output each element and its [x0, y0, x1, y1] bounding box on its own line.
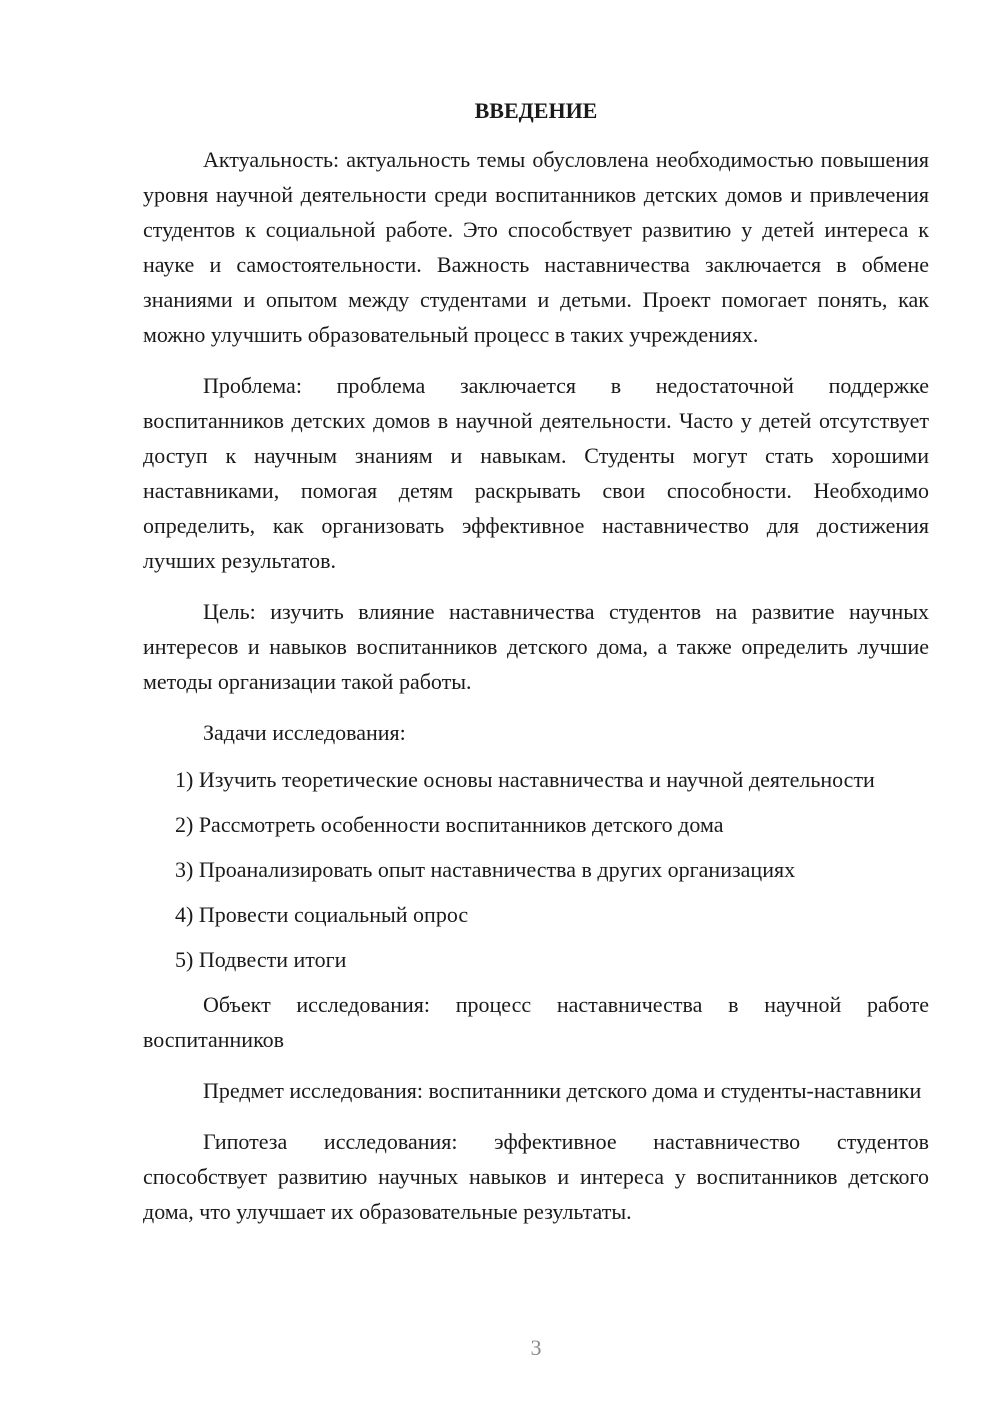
list-item: 5) Подвести итоги — [175, 947, 347, 972]
relevance-paragraph: Актуальность: актуальность темы обусловлена необходимостью повышения уровня научной деятельности среди воспитанников детских домов и привлечения студентов к социальной работе. Это способствует развитию у детей интереса к науке и самостоятельности. Важность наставничества заключается в обмене знаниями и опытом между студентами и детьми. Проект помогает понять, как можно улучшить образовательный процесс в таких учреждениях. — [143, 147, 929, 347]
list-item: 1) Изучить теоретические основы наставничества и научной деятельности — [175, 767, 875, 792]
subject-paragraph: Предмет исследования: воспитанники детского дома и студенты-наставники — [203, 1078, 922, 1103]
tasks-heading: Задачи исследования: — [203, 720, 406, 745]
list-item: 3) Проанализировать опыт наставничества в других организациях — [175, 857, 796, 882]
goal-paragraph: Цель: изучить влияние наставничества студентов на развитие научных интересов и навыков воспитанников детского дома, а также определить лучшие методы организации такой работы. — [143, 599, 929, 694]
page-title: ВВЕДЕНИЕ — [474, 98, 598, 123]
tasks-list — [143, 762, 929, 977]
list-item: 2) Рассмотреть особенности воспитанников детского дома — [175, 812, 724, 837]
object-paragraph: Объект исследования: процесс наставничества в научной работе воспитанников — [143, 992, 929, 1052]
problem-paragraph: Проблема: проблема заключается в недостаточной поддержке воспитанников детских домов в научной деятельности. Часто у детей отсутствует доступ к научным знаниям и навыкам. Студенты могут стать хорошими наставниками, помогая детям раскрывать свои способности. Необходимо определить, как организовать эффективное наставничество для достижения лучших результатов. — [143, 373, 929, 573]
page-number: 3 — [530, 1335, 542, 1360]
list-item: 4) Провести социальный опрос — [175, 902, 469, 927]
hypothesis-paragraph: Гипотеза исследования: эффективное наставничество студентов способствует развитию научных навыков и интереса у воспитанников детского дома, что улучшает их образовательные результаты. — [143, 1129, 929, 1224]
document-body — [143, 96, 929, 1245]
